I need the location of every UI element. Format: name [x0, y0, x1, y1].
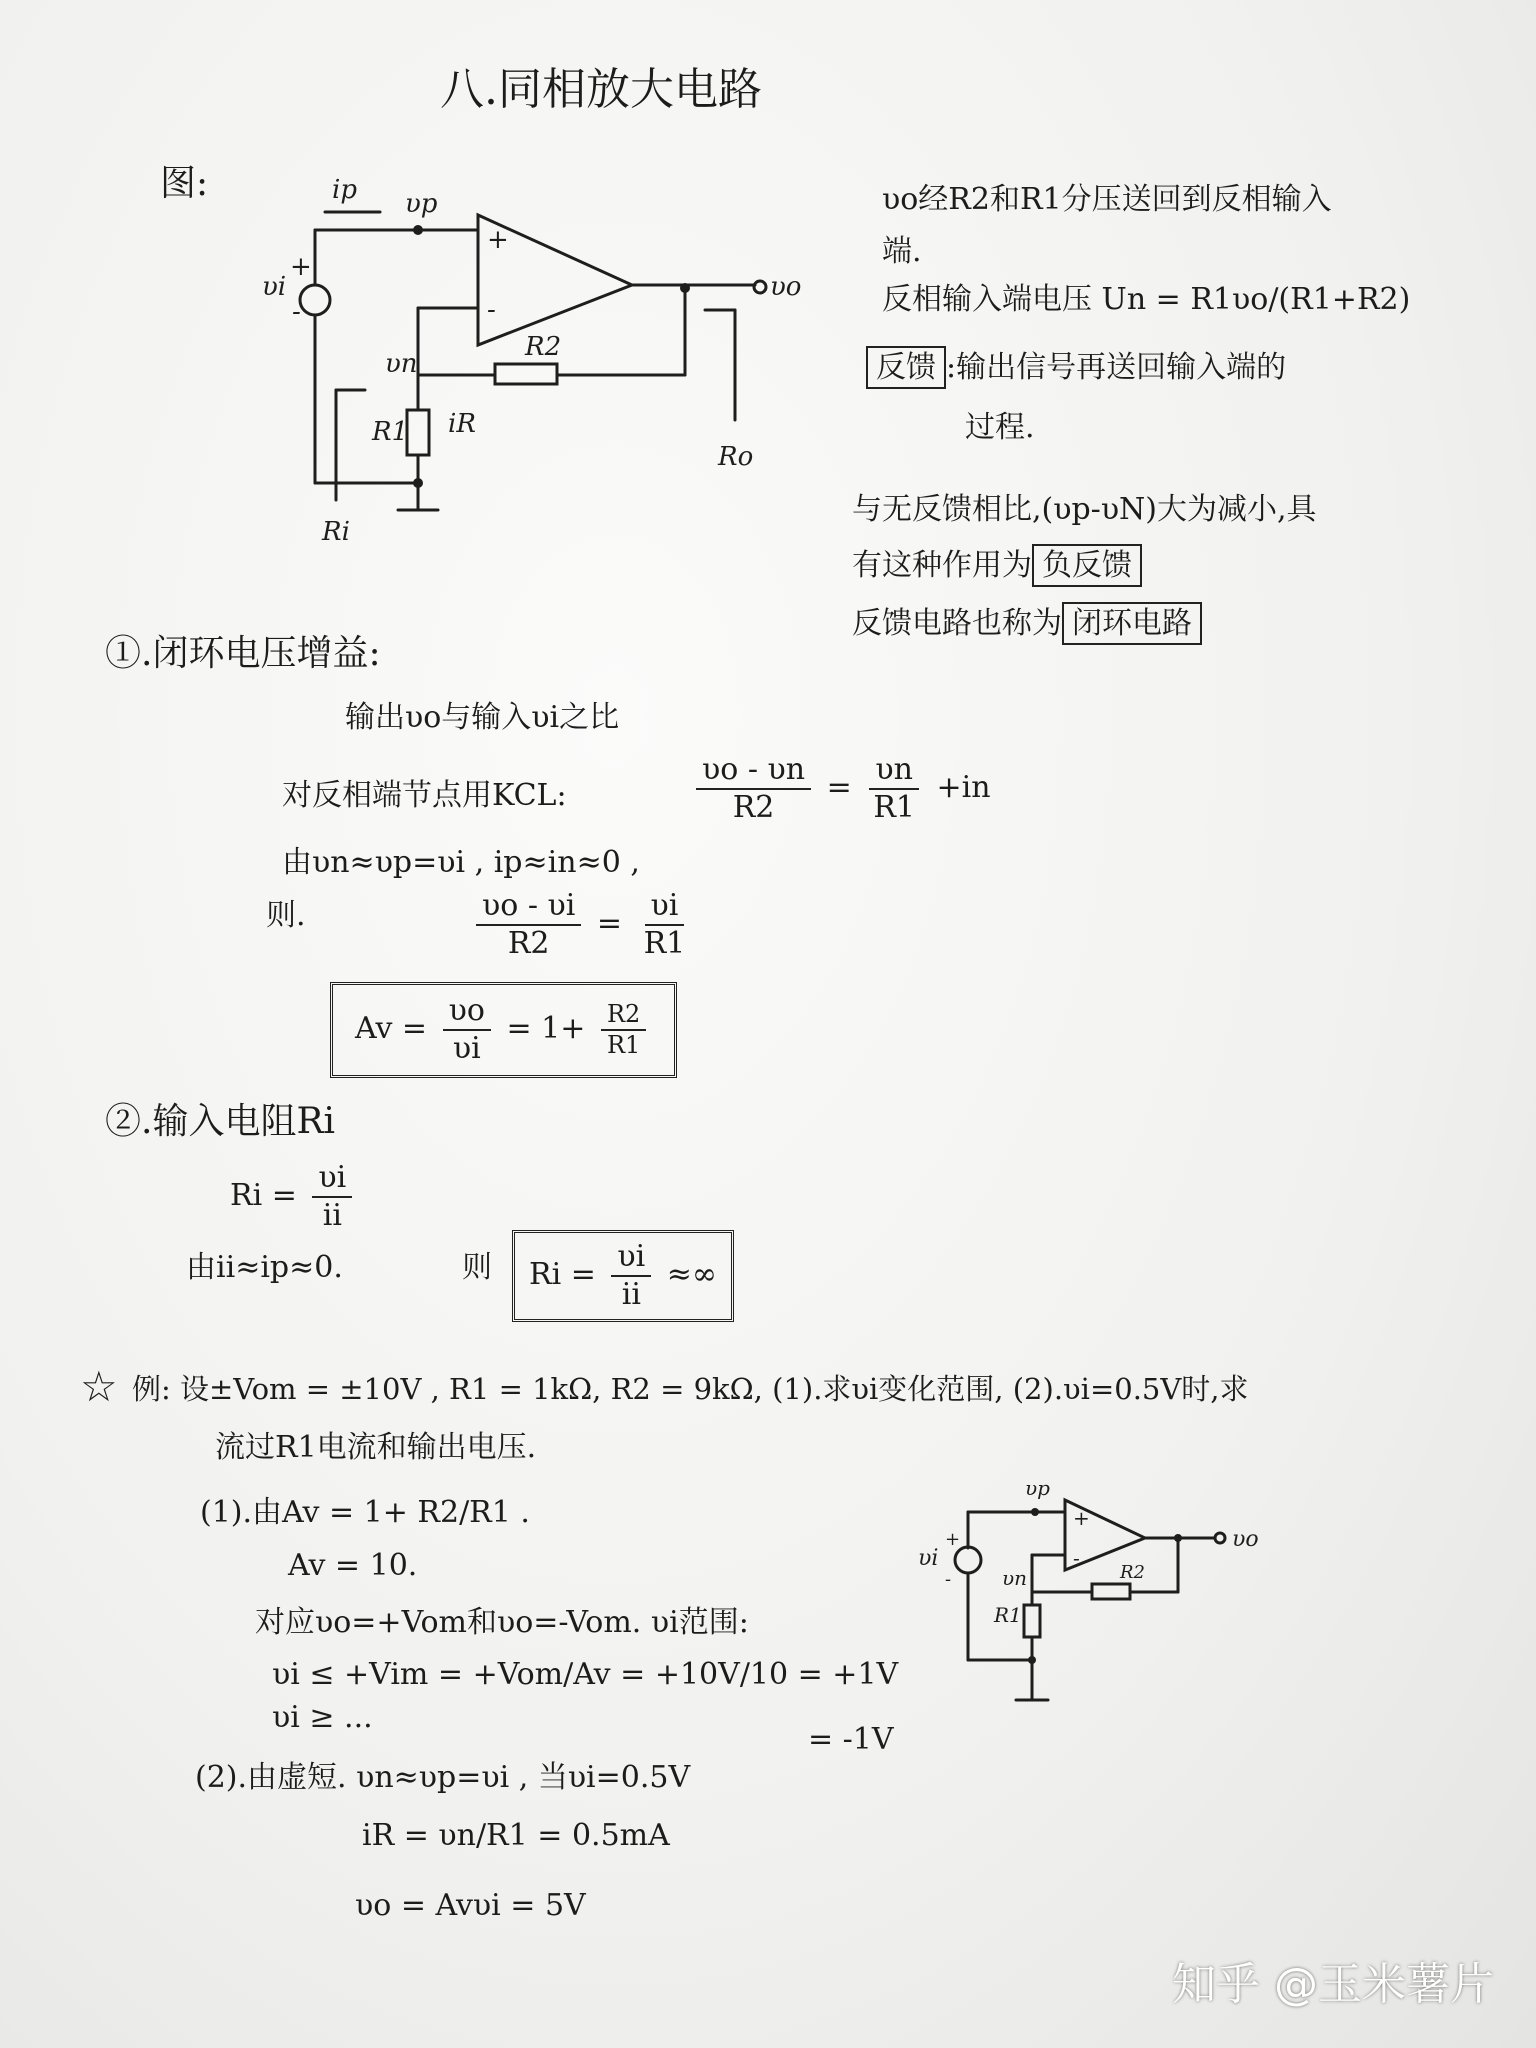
example-step: υi ≥ ... — [272, 1700, 373, 1735]
label-vi-plus: + — [290, 252, 312, 282]
frac-den: R1 — [606, 1031, 641, 1059]
frac-den: R1 — [873, 790, 915, 825]
ri-text: Ri = — [529, 1257, 596, 1292]
note-text: 有这种作用为 — [852, 548, 1032, 583]
label-plus: + — [487, 225, 509, 255]
page-title: 八.同相放大电路 — [440, 64, 762, 115]
resistor-r1 — [1024, 1605, 1040, 1637]
watermark: 知乎 @玉米薯片 — [1172, 1959, 1494, 2010]
frac-num: R2 — [601, 1000, 646, 1031]
then-label: 则 — [462, 1250, 492, 1285]
label-vp: υp — [405, 189, 438, 219]
neg-feedback-box: 负反馈 — [1032, 544, 1142, 587]
example-step: (1).由Av = 1+ R2/R1 . — [200, 1495, 530, 1530]
frac-num: υo — [443, 993, 491, 1031]
voltage-source — [955, 1547, 981, 1573]
example-step: iR = υn/R1 = 0.5mA — [362, 1818, 670, 1853]
frac-den: R2 — [507, 926, 550, 961]
av-text: = 1+ — [506, 1011, 586, 1046]
example-line: 例: 设±Vom = ±10V , R1 = 1kΩ, R2 = 9kΩ, (1).求υi变化范围, (2).υi=0.5V时,求 — [132, 1372, 1249, 1406]
ri-condition: 由ii≈ip≈0. — [186, 1250, 343, 1285]
star-icon: ☆ — [80, 1362, 118, 1411]
label-r2: R2 — [1120, 1562, 1146, 1583]
eq-tail: +in — [936, 770, 991, 805]
closed-loop-box: 闭环电路 — [1062, 602, 1202, 645]
ri-text: Ri = — [230, 1178, 297, 1213]
section2-heading: ②.输入电阻Ri — [105, 1101, 336, 1142]
frac-num: υi — [312, 1160, 352, 1198]
frac-den: R2 — [732, 790, 775, 825]
example-step: 对应υo=+Vom和υo=-Vom. υi范围: — [255, 1605, 749, 1640]
output-terminal — [1215, 1533, 1225, 1543]
frac-den: ii — [322, 1198, 342, 1233]
label-r1: R1 — [372, 417, 409, 447]
label-ro: Ro — [718, 442, 754, 472]
label-ip: ip — [332, 175, 357, 205]
note-text: 反馈电路也称为 — [852, 606, 1062, 641]
label-vn: υn — [385, 349, 418, 379]
frac-num: υo - υi — [476, 888, 581, 926]
figure-label: 图: — [160, 163, 209, 204]
note-line: 反相输入端电压 Un = R1υo/(R1+R2) — [882, 282, 1411, 317]
label-vp: υp — [1025, 1476, 1050, 1500]
label-plus: + — [1073, 1506, 1090, 1530]
label-r2: R2 — [525, 332, 562, 362]
note-line: υo经R2和R1分压送回到反相输入 — [882, 182, 1332, 217]
ri-text: ≈∞ — [666, 1257, 717, 1292]
example-step: υo = Avυi = 5V — [355, 1888, 586, 1923]
note-line: 端. — [882, 234, 922, 269]
label-vi: υi — [918, 1546, 939, 1571]
node-dot — [1028, 1656, 1036, 1664]
label-vi-plus: + — [945, 1529, 961, 1550]
frac-num: υo - υn — [696, 752, 811, 790]
note-line: 过程. — [965, 410, 1035, 445]
section1-heading: ①.闭环电压增益: — [105, 633, 381, 674]
example-step: = -1V — [808, 1722, 894, 1757]
frac-num: υi — [611, 1239, 651, 1277]
note-line: 与无反馈相比,(υp-υN)大为减小,具 — [852, 492, 1317, 527]
eq-sign: = — [596, 906, 623, 941]
example-step: Av = 10. — [288, 1548, 418, 1583]
eq-sign: = — [826, 770, 852, 805]
frac-num: υn — [869, 752, 919, 790]
condition-line: 由υn≈υp=υi , ip≈in≈0 , — [282, 845, 640, 880]
kcl-label: 对反相端节点用KCL: — [282, 778, 567, 813]
label-vi-minus: - — [945, 1569, 952, 1590]
label-vo: υo — [770, 272, 802, 302]
frac-den: ii — [621, 1277, 641, 1312]
frac-den: υi — [452, 1031, 481, 1066]
section1-line: 输出υo与输入υi之比 — [345, 700, 620, 735]
label-vi-minus: - — [292, 297, 301, 327]
label-vo: υo — [1232, 1527, 1259, 1552]
feedback-def: :输出信号再送回输入端的 — [946, 350, 1287, 385]
example-step: υi ≤ +Vim = +Vom/Av = +10V/10 = +1V — [272, 1657, 899, 1692]
frac-den: R1 — [643, 926, 686, 961]
example-line: 流过R1电流和输出电压. — [215, 1430, 537, 1465]
example-step: (2).由虚短. υn≈υp=υi , 当υi=0.5V — [195, 1760, 691, 1795]
av-text: Av = — [355, 1011, 428, 1046]
then-label: 则. — [266, 898, 306, 933]
label-r1: R1 — [994, 1603, 1022, 1627]
label-minus: - — [487, 295, 496, 325]
label-minus: - — [1073, 1546, 1080, 1570]
resistor-r2 — [1092, 1584, 1130, 1599]
label-ri: Ri — [322, 517, 350, 547]
label-vn: υn — [1002, 1566, 1028, 1590]
label-vi: υi — [262, 272, 287, 302]
label-ir: iR — [448, 409, 476, 439]
frac-num: υi — [645, 888, 685, 926]
feedback-box: 反馈 — [866, 346, 946, 389]
